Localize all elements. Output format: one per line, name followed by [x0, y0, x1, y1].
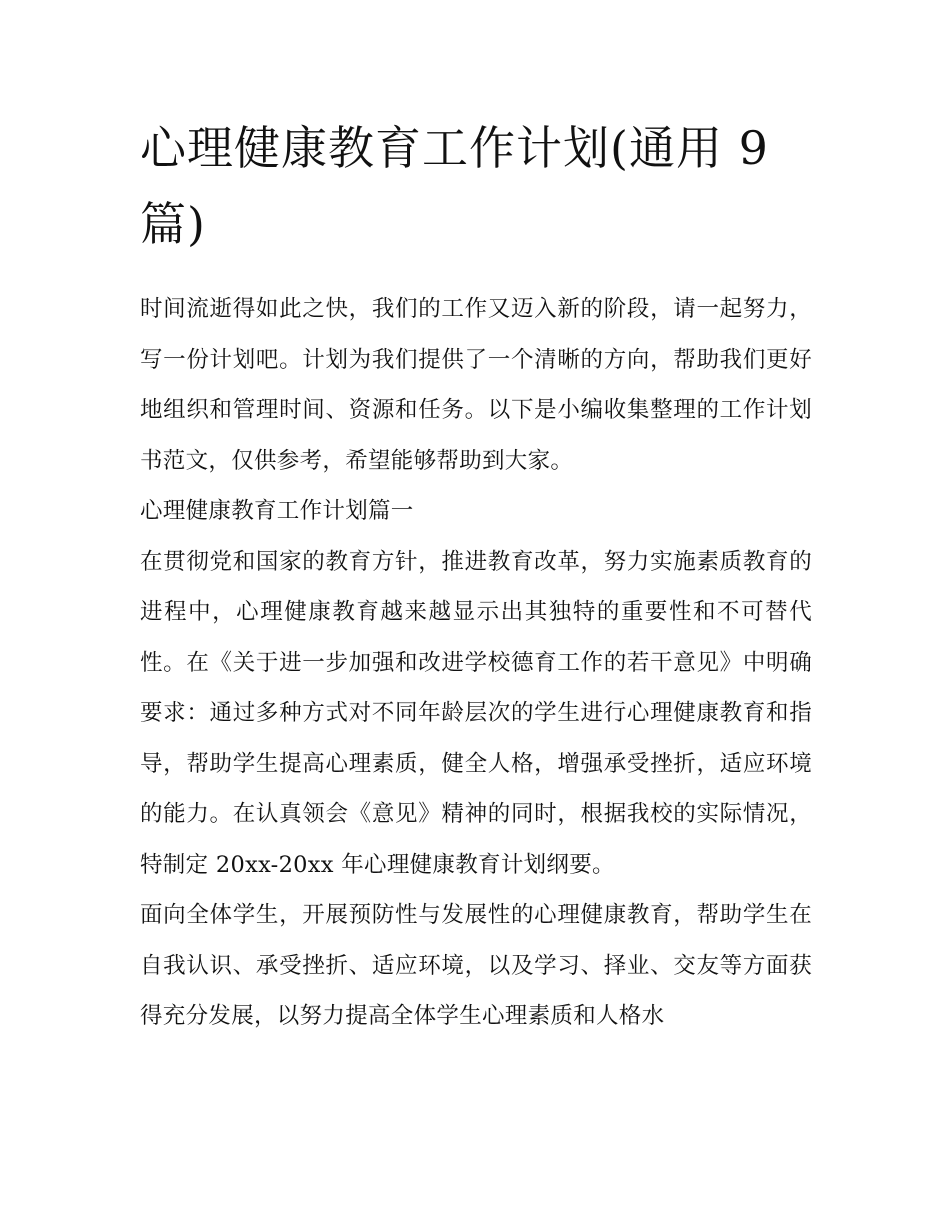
intro-paragraph: 时间流逝得如此之快，我们的工作又迈入新的阶段，请一起努力，写一份计划吧。计划为我们提供了一个清晰的方向，帮助我们更好地组织和管理时间、资源和任务。以下是小编收集整理的工作计划书范文，仅供参考，希望能够帮助到大家。 — [140, 296, 812, 474]
document-page — [140, 110, 812, 1042]
body-paragraph-1: 在贯彻党和国家的教育方针，推进教育改革，努力实施素质教育的进程中，心理健康教育越来越显示出其独特的重要性和不可替代性。在《关于进一步加强和改进学校德育工作的若干意见》中明确要求：通过多种方式对不同年龄层次的学生进行心理健康教育和指导，帮助学生提高心理素质，健全人格，增强承受挫折，适应环境的能力。在认真领会《意见》精神的同时，根据我校的实际情况，特制定 20xx-20xx 年心理健康教育计划纲要。 — [140, 548, 812, 878]
document-title: 心理健康教育工作计划(通用 9 篇) — [140, 121, 769, 251]
section-heading: 心理健康教育工作计划篇一 — [140, 498, 414, 524]
body-paragraph-2: 面向全体学生，开展预防性与发展性的心理健康教育，帮助学生在自我认识、承受挫折、适应环境，以及学习、择业、交友等方面获得充分发展，以努力提高全体学生心理素质和人格水 — [140, 902, 812, 1029]
